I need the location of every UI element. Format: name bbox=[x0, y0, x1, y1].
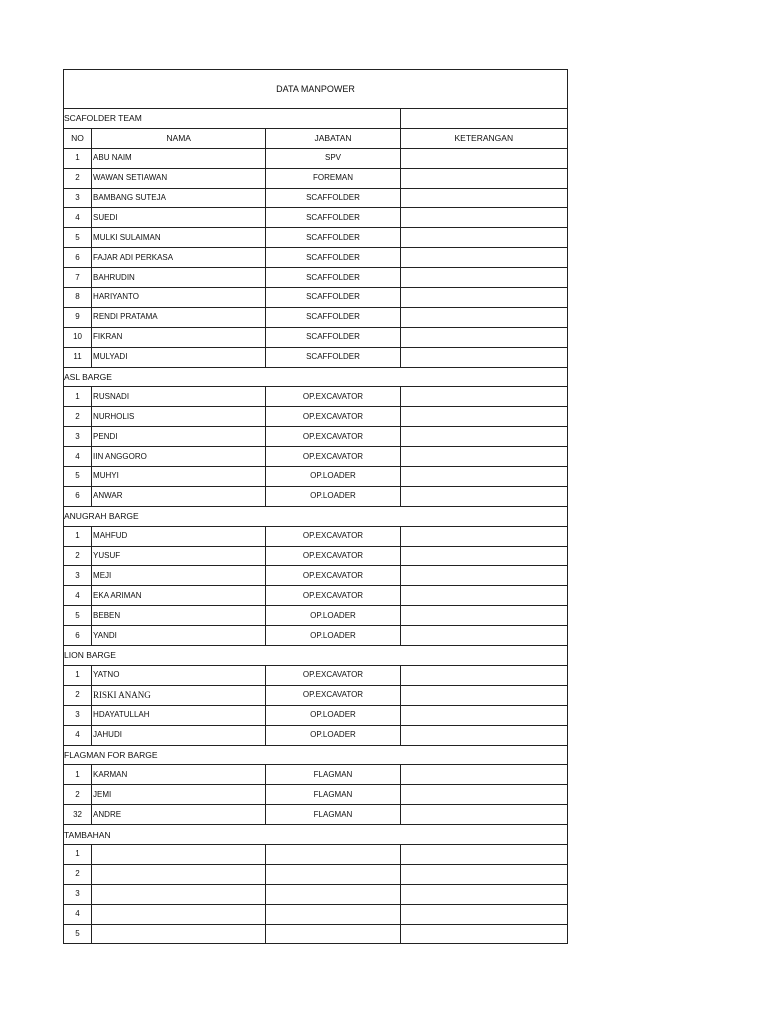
table-row bbox=[64, 725, 568, 745]
table-row bbox=[64, 626, 568, 646]
cell-nama bbox=[92, 844, 266, 864]
section-keterangan-cell bbox=[400, 109, 567, 129]
cell-nama: NURHOLIS bbox=[92, 407, 266, 427]
cell-nama: FIKRAN bbox=[92, 327, 266, 347]
cell-jabatan: SCAFFOLDER bbox=[266, 248, 400, 268]
cell-no: 4 bbox=[64, 725, 92, 745]
cell-keterangan bbox=[400, 307, 567, 327]
cell-no: 7 bbox=[64, 268, 92, 288]
section-row bbox=[64, 367, 568, 387]
header-jabatan: JABATAN bbox=[266, 128, 400, 148]
cell-no: 3 bbox=[64, 188, 92, 208]
cell-keterangan bbox=[400, 208, 567, 228]
cell-no: 1 bbox=[64, 844, 92, 864]
table-row bbox=[64, 805, 568, 825]
cell-nama: PENDI bbox=[92, 427, 266, 447]
cell-keterangan bbox=[400, 168, 567, 188]
header-no: NO bbox=[64, 128, 92, 148]
cell-keterangan bbox=[400, 407, 567, 427]
cell-no: 2 bbox=[64, 864, 92, 884]
section-row bbox=[64, 825, 568, 845]
cell-nama: RENDI PRATAMA bbox=[92, 307, 266, 327]
table-row bbox=[64, 884, 568, 904]
cell-jabatan bbox=[266, 924, 400, 944]
cell-no: 1 bbox=[64, 665, 92, 685]
cell-keterangan bbox=[400, 864, 567, 884]
cell-jabatan: SCAFFOLDER bbox=[266, 288, 400, 308]
cell-jabatan bbox=[266, 904, 400, 924]
table-row bbox=[64, 347, 568, 367]
table-row bbox=[64, 307, 568, 327]
cell-jabatan: OP.EXCAVATOR bbox=[266, 407, 400, 427]
cell-keterangan bbox=[400, 765, 567, 785]
cell-keterangan bbox=[400, 566, 567, 586]
table-row bbox=[64, 447, 568, 467]
cell-keterangan bbox=[400, 327, 567, 347]
cell-jabatan: OP.LOADER bbox=[266, 626, 400, 646]
manpower-table bbox=[63, 69, 568, 944]
cell-keterangan bbox=[400, 606, 567, 626]
cell-jabatan: SCAFFOLDER bbox=[266, 188, 400, 208]
table-row bbox=[64, 785, 568, 805]
table-row bbox=[64, 248, 568, 268]
cell-jabatan: OP.LOADER bbox=[266, 486, 400, 506]
cell-nama: YATNO bbox=[92, 665, 266, 685]
cell-jabatan: SCAFFOLDER bbox=[266, 327, 400, 347]
header-nama: NAMA bbox=[92, 128, 266, 148]
cell-jabatan: OP.EXCAVATOR bbox=[266, 546, 400, 566]
cell-keterangan bbox=[400, 248, 567, 268]
table-row bbox=[64, 427, 568, 447]
cell-no: 5 bbox=[64, 924, 92, 944]
cell-nama: ANDRE bbox=[92, 805, 266, 825]
cell-jabatan: SCAFFOLDER bbox=[266, 268, 400, 288]
cell-nama: IIN ANGGORO bbox=[92, 447, 266, 467]
cell-nama: SUEDI bbox=[92, 208, 266, 228]
cell-jabatan: OP.EXCAVATOR bbox=[266, 665, 400, 685]
cell-nama: WAWAN SETIAWAN bbox=[92, 168, 266, 188]
cell-keterangan bbox=[400, 785, 567, 805]
cell-jabatan: OP.LOADER bbox=[266, 467, 400, 487]
cell-jabatan: FOREMAN bbox=[266, 168, 400, 188]
title-row bbox=[64, 70, 568, 109]
cell-jabatan: OP.EXCAVATOR bbox=[266, 387, 400, 407]
cell-no: 3 bbox=[64, 427, 92, 447]
cell-no: 4 bbox=[64, 904, 92, 924]
table-row bbox=[64, 765, 568, 785]
cell-nama: MULKI SULAIMAN bbox=[92, 228, 266, 248]
section-title: FLAGMAN FOR BARGE bbox=[64, 745, 568, 765]
table-row bbox=[64, 864, 568, 884]
cell-no: 1 bbox=[64, 765, 92, 785]
table-row bbox=[64, 586, 568, 606]
cell-nama: HDAYATULLAH bbox=[92, 705, 266, 725]
cell-no: 2 bbox=[64, 546, 92, 566]
cell-no: 3 bbox=[64, 566, 92, 586]
manpower-table-body bbox=[64, 70, 568, 944]
cell-keterangan bbox=[400, 705, 567, 725]
cell-no: 2 bbox=[64, 407, 92, 427]
cell-nama bbox=[92, 904, 266, 924]
table-row bbox=[64, 546, 568, 566]
cell-jabatan: SCAFFOLDER bbox=[266, 228, 400, 248]
cell-nama: HARIYANTO bbox=[92, 288, 266, 308]
cell-jabatan: OP.EXCAVATOR bbox=[266, 447, 400, 467]
table-row bbox=[64, 526, 568, 546]
cell-no: 6 bbox=[64, 626, 92, 646]
cell-no: 1 bbox=[64, 148, 92, 168]
cell-nama: BAHRUDIN bbox=[92, 268, 266, 288]
table-row bbox=[64, 486, 568, 506]
cell-nama: RISKI ANANG bbox=[92, 685, 266, 705]
cell-no: 8 bbox=[64, 288, 92, 308]
cell-nama: YANDI bbox=[92, 626, 266, 646]
table-row bbox=[64, 665, 568, 685]
cell-jabatan: OP.EXCAVATOR bbox=[266, 566, 400, 586]
cell-no: 6 bbox=[64, 248, 92, 268]
cell-nama bbox=[92, 924, 266, 944]
table-row bbox=[64, 288, 568, 308]
table-row bbox=[64, 148, 568, 168]
cell-keterangan bbox=[400, 805, 567, 825]
cell-keterangan bbox=[400, 347, 567, 367]
sheet-title: DATA MANPOWER bbox=[64, 70, 568, 109]
section-title: ANUGRAH BARGE bbox=[64, 506, 568, 526]
table-row bbox=[64, 327, 568, 347]
cell-keterangan bbox=[400, 268, 567, 288]
cell-keterangan bbox=[400, 526, 567, 546]
table-row bbox=[64, 705, 568, 725]
cell-nama: BEBEN bbox=[92, 606, 266, 626]
cell-no: 10 bbox=[64, 327, 92, 347]
cell-nama: YUSUF bbox=[92, 546, 266, 566]
cell-jabatan: OP.EXCAVATOR bbox=[266, 586, 400, 606]
cell-keterangan bbox=[400, 447, 567, 467]
table-row bbox=[64, 566, 568, 586]
cell-keterangan bbox=[400, 725, 567, 745]
cell-jabatan bbox=[266, 844, 400, 864]
table-row bbox=[64, 407, 568, 427]
cell-no: 1 bbox=[64, 526, 92, 546]
section-title: LION BARGE bbox=[64, 646, 568, 666]
table-row bbox=[64, 228, 568, 248]
cell-keterangan bbox=[400, 844, 567, 864]
cell-no: 4 bbox=[64, 447, 92, 467]
cell-keterangan bbox=[400, 148, 567, 168]
cell-jabatan: SPV bbox=[266, 148, 400, 168]
cell-nama: MEJI bbox=[92, 566, 266, 586]
cell-jabatan: OP.LOADER bbox=[266, 725, 400, 745]
table-row bbox=[64, 188, 568, 208]
cell-no: 5 bbox=[64, 606, 92, 626]
section-title: SCAFOLDER TEAM bbox=[64, 109, 401, 129]
table-row bbox=[64, 844, 568, 864]
cell-no: 4 bbox=[64, 586, 92, 606]
cell-no: 5 bbox=[64, 467, 92, 487]
cell-keterangan bbox=[400, 467, 567, 487]
cell-no: 5 bbox=[64, 228, 92, 248]
cell-keterangan bbox=[400, 188, 567, 208]
cell-nama: EKA ARIMAN bbox=[92, 586, 266, 606]
cell-jabatan: FLAGMAN bbox=[266, 765, 400, 785]
cell-keterangan bbox=[400, 924, 567, 944]
table-row bbox=[64, 208, 568, 228]
cell-nama: RUSNADI bbox=[92, 387, 266, 407]
cell-keterangan bbox=[400, 228, 567, 248]
cell-no: 4 bbox=[64, 208, 92, 228]
table-row bbox=[64, 268, 568, 288]
cell-keterangan bbox=[400, 288, 567, 308]
cell-jabatan: OP.EXCAVATOR bbox=[266, 526, 400, 546]
cell-keterangan bbox=[400, 665, 567, 685]
section-row bbox=[64, 745, 568, 765]
cell-no: 2 bbox=[64, 685, 92, 705]
table-row bbox=[64, 387, 568, 407]
cell-jabatan: OP.EXCAVATOR bbox=[266, 427, 400, 447]
cell-no: 2 bbox=[64, 168, 92, 188]
header-row bbox=[64, 128, 568, 148]
table-row bbox=[64, 606, 568, 626]
cell-no: 3 bbox=[64, 705, 92, 725]
cell-no: 11 bbox=[64, 347, 92, 367]
cell-jabatan: SCAFFOLDER bbox=[266, 307, 400, 327]
section-title: TAMBAHAN bbox=[64, 825, 568, 845]
cell-jabatan bbox=[266, 884, 400, 904]
table-row bbox=[64, 467, 568, 487]
cell-nama bbox=[92, 864, 266, 884]
cell-nama bbox=[92, 884, 266, 904]
cell-jabatan: SCAFFOLDER bbox=[266, 347, 400, 367]
cell-nama: FAJAR ADI PERKASA bbox=[92, 248, 266, 268]
cell-jabatan: OP.LOADER bbox=[266, 705, 400, 725]
cell-nama: BAMBANG SUTEJA bbox=[92, 188, 266, 208]
cell-jabatan: OP.EXCAVATOR bbox=[266, 685, 400, 705]
cell-nama: KARMAN bbox=[92, 765, 266, 785]
cell-keterangan bbox=[400, 685, 567, 705]
cell-nama: MAHFUD bbox=[92, 526, 266, 546]
cell-jabatan: SCAFFOLDER bbox=[266, 208, 400, 228]
cell-nama: JAHUDI bbox=[92, 725, 266, 745]
cell-nama: ANWAR bbox=[92, 486, 266, 506]
cell-keterangan bbox=[400, 387, 567, 407]
cell-keterangan bbox=[400, 626, 567, 646]
cell-no: 3 bbox=[64, 884, 92, 904]
cell-no: 6 bbox=[64, 486, 92, 506]
cell-keterangan bbox=[400, 884, 567, 904]
cell-keterangan bbox=[400, 546, 567, 566]
cell-jabatan bbox=[266, 864, 400, 884]
cell-nama: JEMI bbox=[92, 785, 266, 805]
cell-keterangan bbox=[400, 427, 567, 447]
cell-no: 2 bbox=[64, 785, 92, 805]
cell-nama: MUHYI bbox=[92, 467, 266, 487]
cell-no: 32 bbox=[64, 805, 92, 825]
section-row bbox=[64, 109, 568, 129]
manpower-sheet bbox=[63, 69, 568, 944]
cell-no: 9 bbox=[64, 307, 92, 327]
section-title: ASL BARGE bbox=[64, 367, 568, 387]
cell-jabatan: OP.LOADER bbox=[266, 606, 400, 626]
cell-no: 1 bbox=[64, 387, 92, 407]
table-row bbox=[64, 168, 568, 188]
cell-nama: MULYADI bbox=[92, 347, 266, 367]
section-row bbox=[64, 506, 568, 526]
table-row bbox=[64, 924, 568, 944]
cell-jabatan: FLAGMAN bbox=[266, 785, 400, 805]
cell-keterangan bbox=[400, 904, 567, 924]
section-row bbox=[64, 646, 568, 666]
table-row bbox=[64, 904, 568, 924]
table-row bbox=[64, 685, 568, 705]
cell-keterangan bbox=[400, 586, 567, 606]
cell-keterangan bbox=[400, 486, 567, 506]
cell-nama: ABU NAIM bbox=[92, 148, 266, 168]
header-keterangan: KETERANGAN bbox=[400, 128, 567, 148]
cell-jabatan: FLAGMAN bbox=[266, 805, 400, 825]
